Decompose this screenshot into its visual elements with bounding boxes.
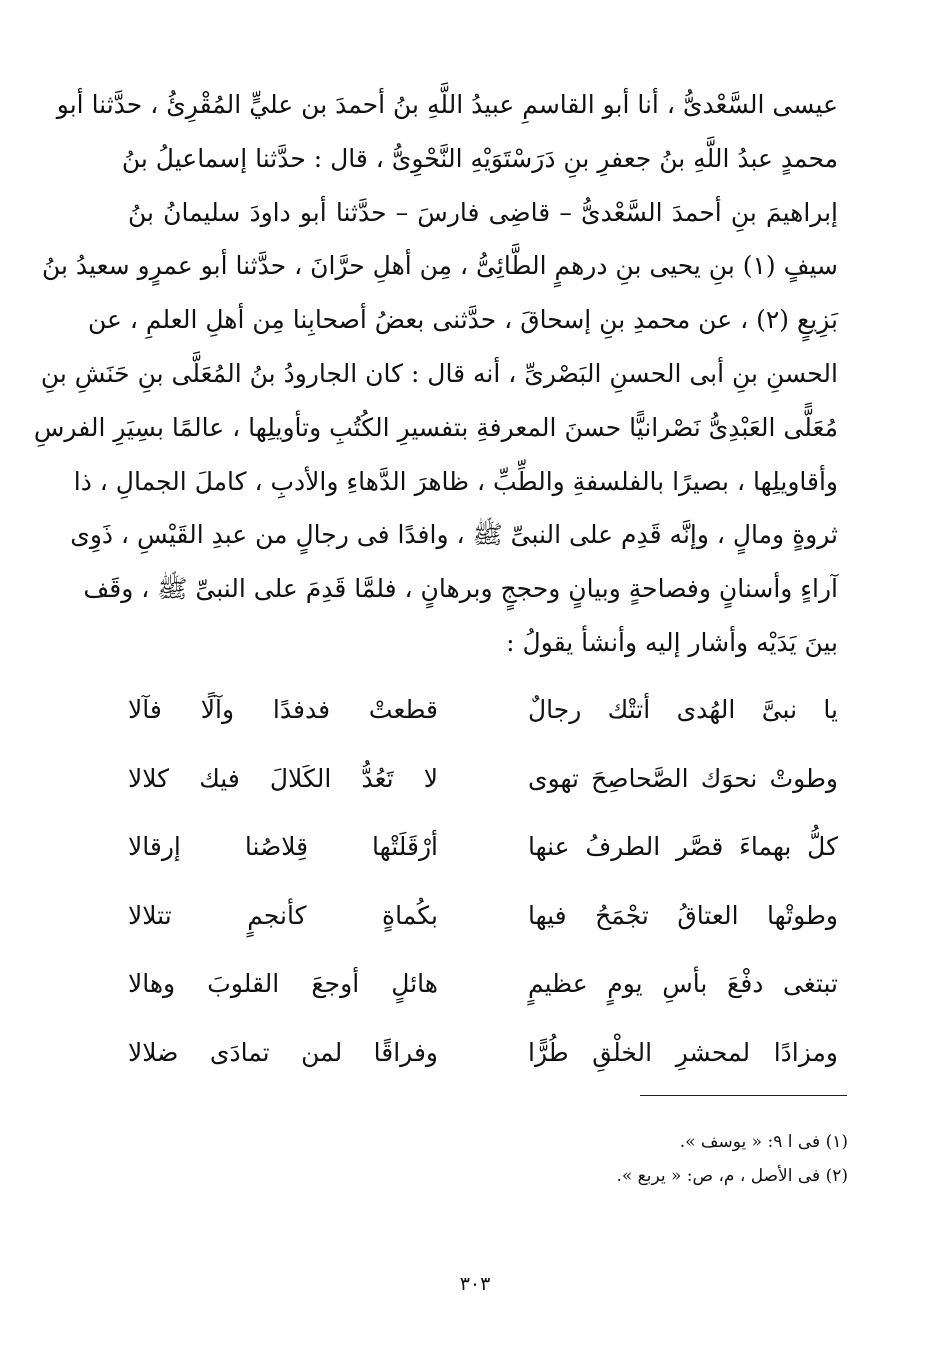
verse-second-hemistich: لا تَعُدُّ الكَلالَ فيك كلالا — [128, 763, 438, 793]
poem-verse — [128, 886, 838, 955]
poem-verse — [128, 680, 838, 749]
prose-line: مُعَلًّى العَبْدِىُّ نَصْرانيًّا حسنَ المعرفةِ بتفسيرِ الكُتُبِ وتأويلِها ، عالمًا بسِيَرِ الفرسِ — [33, 412, 838, 442]
poem — [128, 680, 838, 1091]
verse-first-hemistich: كلُّ بهماءَ قصَّر الطرفُ عنها — [528, 832, 838, 861]
verse-second-hemistich: بكُماةٍ كأنجمٍ تتلالا — [128, 900, 438, 930]
page-number: ٣٠٣ — [459, 1273, 491, 1295]
poem-verse — [128, 954, 838, 1023]
prose-line: عيسى السَّعْدىُّ ، أنا أبو القاسمِ عبيدُ اللَّهِ بنُ أحمدَ بن عليٍّ المُقْرِئُ ، حدَّثنا أبو — [56, 90, 838, 119]
prose-line: سيفٍ (١) بنِ يحيى بنِ درهمٍ الطَّائِىُّ ، مِن أهلِ حرَّانَ ، حدَّثنا أبو عمرٍو سعيدُ بنُ — [41, 251, 838, 281]
footnotes — [300, 1125, 848, 1193]
prose-line: إبراهيمَ بنِ أحمدَ السَّعْدىُّ – قاضِى فارسَ – حدَّثنا أبو داودَ سليمانُ بنُ — [128, 197, 838, 227]
poem-verse — [128, 749, 838, 818]
poem-verse — [128, 1023, 838, 1092]
prose-line: بَزِيعٍ (٢) ، عن محمدِ بنِ إسحاقَ ، حدَّثنى بعضُ أصحابِنا مِن أهلِ العلمِ ، عن — [87, 305, 838, 335]
footnote-divider — [640, 1095, 847, 1096]
verse-second-hemistich: أرْقَلَتْها قِلاصُنا إرقالا — [128, 832, 438, 861]
prose-line: بينَ يَدَيْه وأشار إليه وأنشأ يقولُ : — [506, 627, 838, 657]
verse-second-hemistich: هائلٍ أوجعَ القلوبَ وهالا — [128, 969, 438, 998]
verse-first-hemistich: وطوتْها العتاقُ تجْمَحُ فيها — [528, 900, 838, 930]
prose-line: محمدٍ عبدُ اللَّهِ بنُ جعفرِ بنِ دَرَسْتَوَيْهِ النَّحْوِىُّ ، قال : حدَّثنا إسماعيلُ بنُ — [121, 143, 838, 173]
poem-verse — [128, 817, 838, 886]
verse-first-hemistich: يا نبىَّ الهُدى أتتْك رجالٌ — [528, 695, 838, 724]
verse-first-hemistich: وطوتْ نحوَك الصَّحاصِحَ تهوى — [528, 763, 838, 793]
prose-line: ثروةٍ ومالٍ ، وإنَّه قَدِم على النبىِّ ﷺ ، وافدًا فى رجالٍ من عبدِ القَيْسِ ، ذَوِى — [70, 520, 838, 550]
verse-second-hemistich: وفراقًا لمن تمادَى ضلالا — [128, 1037, 438, 1067]
verse-first-hemistich: تبتغى دفْعَ بأسِ يومٍ عظيمٍ — [528, 969, 838, 998]
prose-line: الحسنِ بنِ أبى الحسنِ البَصْرىِّ ، أنه قال : كان الجارودُ بنُ المُعَلَّى بنِ حَنَشِ بنِ — [40, 358, 838, 388]
verse-second-hemistich: قطعتْ فدفدًا وآلًا فآلا — [128, 695, 438, 724]
prose-line: آراءٍ وأسنانٍ وفصاحةٍ وبيانٍ وحججٍ وبرهانٍ ، فلمَّا قَدِمَ على النبىِّ ﷺ ، وقَف — [83, 574, 838, 604]
verse-first-hemistich: ومزادًا لمحشرِ الخلْقِ طُرًّا — [528, 1037, 838, 1067]
footnote: (١) فى ا ٩: « يوسف ». — [679, 1132, 848, 1152]
footnote: (٢) فى الأصل ، م، ص: « يربع ». — [616, 1166, 848, 1186]
prose-body — [33, 78, 838, 670]
prose-line: وأقاويلِها ، بصيرًا بالفلسفةِ والطِّبِّ ، ظاهرَ الدَّهاءِ والأدبِ ، كاملَ الجمالِ ، ذا — [73, 466, 838, 496]
